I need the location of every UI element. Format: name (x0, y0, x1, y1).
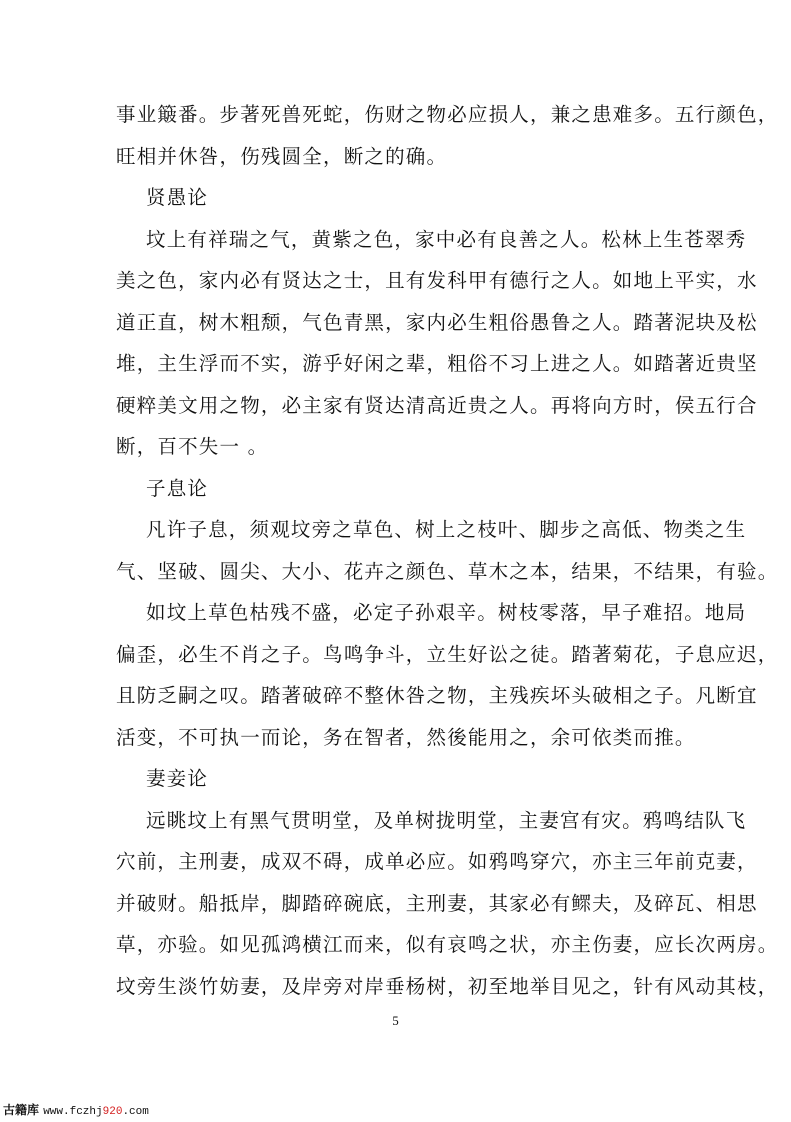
text-line: 并破财。船抵岸，脚踏碎碗底，主刑妻，其家必有鳏夫，及碎瓦、相思 (116, 891, 758, 915)
text-line: 硬粹美文用之物，必主家有贤达清高近贵之人。再将向方时，侯五行合 (116, 393, 758, 417)
text-line: 偏歪，必生不肖之子。鸟鸣争斗，立生好讼之徒。踏著菊花，子息应迟， (116, 642, 779, 666)
text-line: 事业簸番。步著死兽死蛇，伤财之物必应损人，兼之患难多。五行颜色， (116, 103, 779, 126)
text-line: 草，亦验。如见孤鸿横江而来，似有哀鸣之状，亦主伤妻，应长次两房。 (116, 933, 779, 956)
text-line: 美之色，家内必有贤达之士，且有发科甲有德行之人。如地上平实，水 (116, 269, 758, 292)
page-number: 5 (392, 1013, 399, 1028)
watermark-site-name: 古籍库 (3, 1103, 40, 1117)
section-heading: 妻妾论 (146, 767, 209, 790)
text-line: 如坟上草色枯残不盛，必定子孙艰辛。树枝零落，早子难招。地局 (146, 601, 747, 624)
text-line: 气、坚破、圆尖、大小、花卉之颜色、草木之本，结果，不结果，有验。 (116, 559, 779, 583)
site-watermark (3, 1103, 149, 1119)
text-line: 断，百不失一 。 (116, 435, 269, 458)
watermark-url-prefix: www.fczhj (43, 1106, 103, 1118)
watermark-url-suffix: .com (122, 1106, 149, 1118)
text-line: 活变，不可执一而论，务在智者，然後能用之，余可依类而推。 (116, 725, 696, 749)
text-line: 远眺坟上有黑气贯明堂，及单树拢明堂，主妻宫有灾。鸦鸣结队飞 (146, 808, 747, 832)
text-line: 堆，主生浮而不实，游乎好闲之辈，粗俗不习上进之人。如踏著近贵坚 (116, 352, 758, 375)
text-line: 道正直，树木粗颓，气色青黑，家内必生粗俗愚鲁之人。踏著泥块及松 (116, 310, 758, 334)
text-line: 且防乏嗣之叹。踏著破碎不整休咎之物，主残疾坏头破相之子。凡断宜 (116, 684, 758, 707)
watermark-url-number: 920 (102, 1106, 123, 1118)
section-heading: 贤愚论 (146, 186, 209, 209)
document-body (116, 94, 779, 1007)
text-line: 旺相并休咎，伤残圆全，断之的确。 (116, 144, 448, 168)
text-line: 凡许子息，须观坟旁之草色、树上之枝叶、脚步之高低、物类之生 (146, 518, 747, 541)
text-line: 穴前，主刑妻，成双不碍，成单必应。如鸦鸣穿穴，亦主三年前克妻， (116, 850, 758, 873)
section-heading: 子息论 (146, 476, 209, 500)
text-line: 坟上有祥瑞之气，黄紫之色，家中必有良善之人。松林上生苍翠秀 (146, 227, 747, 251)
text-line: 坟旁生淡竹妨妻，及岸旁对岸垂杨树，初至地举目见之，针有风动其枝， (116, 974, 779, 998)
